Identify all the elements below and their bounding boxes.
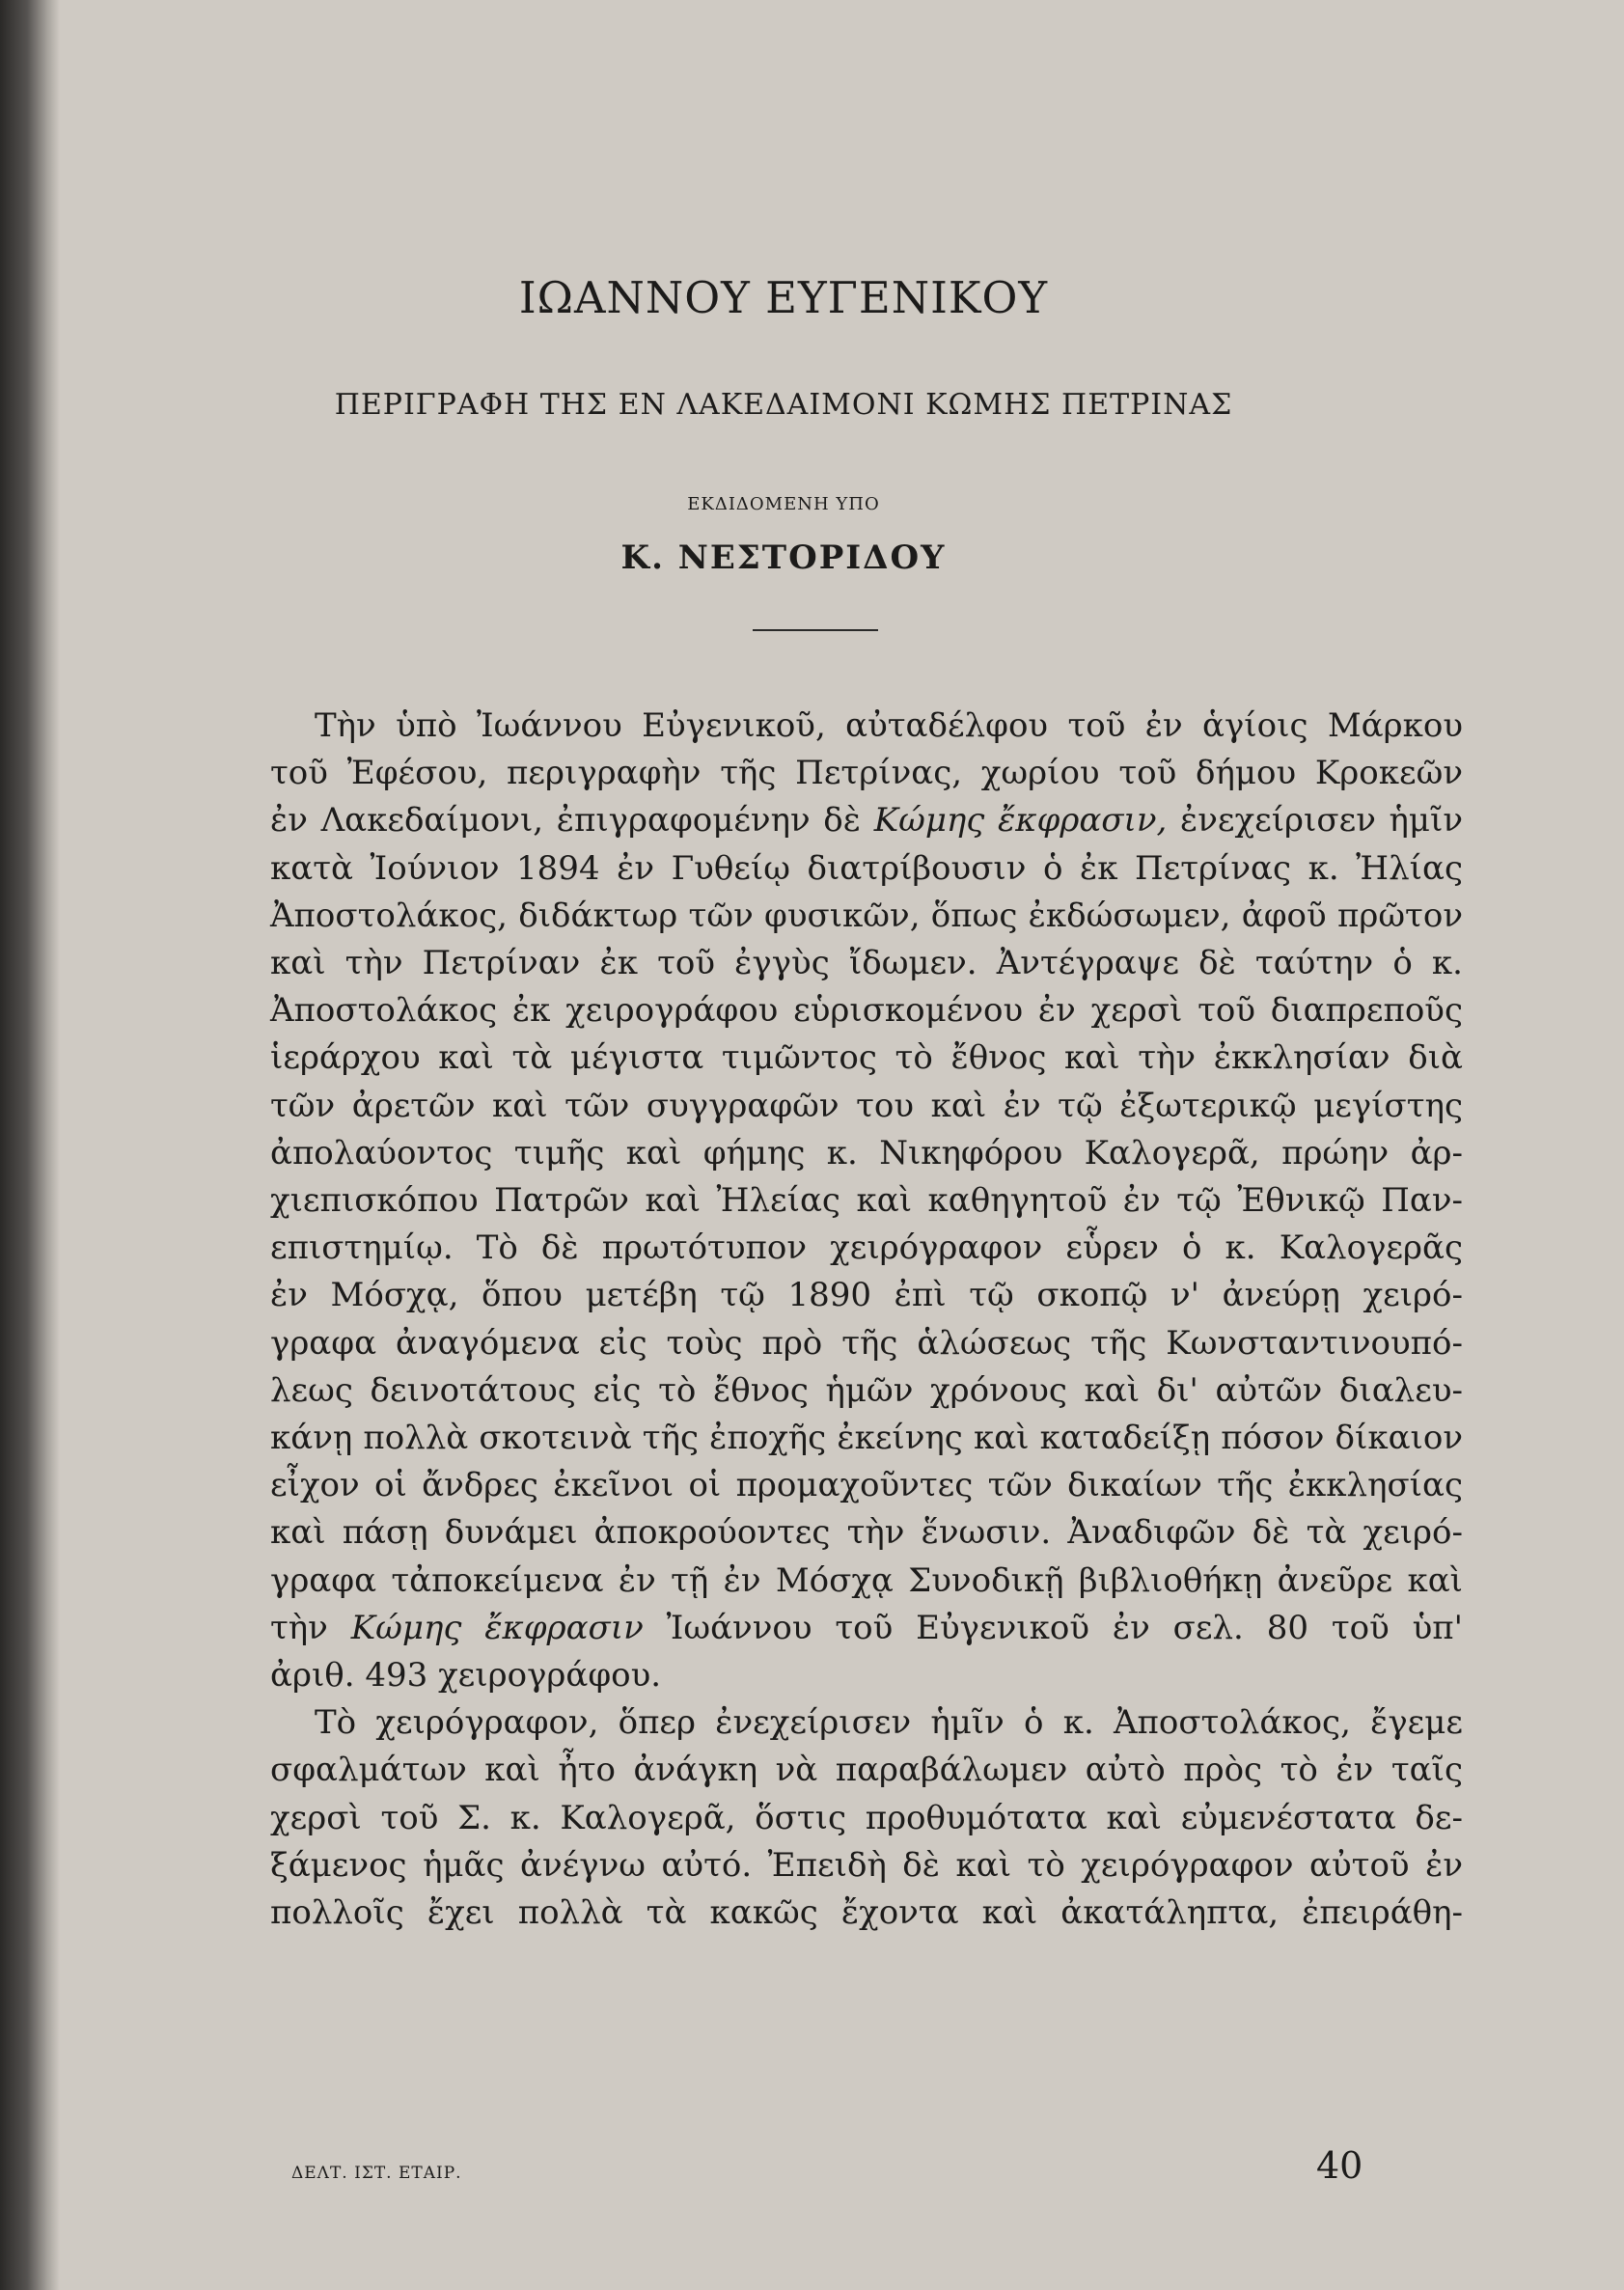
text-line: Ἀποστολάκος, διδάκτωρ τῶν φυσικῶν, ὅπως ἐκδώσωμεν, ἀφοῦ πρῶτον [270,896,1463,935]
text-line: Ἀποστολάκος ἐκ χειρογράφου εὑρισκομένου ἐν χερσὶ τοῦ διαπρεποῦς [270,991,1463,1031]
text-line: χιεπισκόπου Πατρῶν καὶ Ἠλείας καὶ καθηγητοῦ ἐν τῷ Ἐθνικῷ Παν- [270,1181,1463,1221]
text-segment: ἐνεχείρισεν ἡμῖν [1179,801,1463,841]
text-line: εἶχον οἱ ἄνδρες ἐκεῖνοι οἱ προμαχοῦντες τῶν δικαίων τῆς ἐκκλησίας [270,1466,1463,1505]
text-line: ἀπολαύοντος τιμῆς καὶ φήμης κ. Νικηφόρου Καλογερᾶ, πρώην ἀρ- [270,1133,1463,1173]
text-line: κατὰ Ἰούνιον 1894 ἐν Γυθείῳ διατρίβουσιν ὁ ἐκ Πετρίνας κ. Ἠλίας [270,848,1463,888]
body-text [270,703,1463,1937]
text-line: τῶν ἀρετῶν καὶ τῶν συγγραφῶν του καὶ ἐν τῷ ἐξωτερικῷ μεγίστης [270,1086,1463,1125]
text-segment: τὴν [270,1608,328,1647]
text-line: πολλοῖς ἔχει πολλὰ τὰ κακῶς ἔχοντα καὶ ἀκατάληπτα, ἐπειράθη- [270,1893,1463,1933]
italic-title: Κώμης ἔκφρασιν, [873,801,1168,841]
page-subtitle: ΠΕΡΙΓΡΑΦΗ ΤΗΣ ΕΝ ΛΑΚΕΔΑΙΜΟΝΙ ΚΩΜΗΣ ΠΕΤΡΙΝΑΣ [334,388,1233,422]
text-line: κάνῃ πολλὰ σκοτεινὰ τῆς ἐποχῆς ἐκείνης καὶ καταδείξῃ πόσον δίκαιον [270,1419,1463,1458]
italic-title: Κώμης ἔκφρασιν [350,1608,644,1647]
journal-abbreviation: ΔΕΛΤ. ΙΣΤ. ΕΤΑΙΡ. [291,2164,462,2183]
text-line: γραφα ἀναγόμενα εἰς τοὺς πρὸ τῆς ἁλώσεως τῆς Κωνσταντινουπό- [270,1323,1463,1363]
text-line: Τὸ χειρόγραφον, ὅπερ ἐνεχείρισεν ἡμῖν ὁ κ. Ἀποστολάκος, ἔγεμε [315,1703,1463,1743]
editor-name: Κ. ΝΕΣΤΟΡΙΔΟΥ [620,538,947,577]
text-line: χερσὶ τοῦ Σ. κ. Καλογερᾶ, ὅστις προθυμότατα καὶ εὐμενέστατα δε- [270,1798,1463,1837]
text-line: ἀριθ. 493 χειρογράφου. [270,1656,662,1696]
title-divider [753,629,878,631]
text-line: καὶ πάσῃ δυνάμει ἀποκρούοντες τὴν ἕνωσιν. Ἀναδιφῶν δὲ τὰ χειρό- [270,1513,1463,1553]
text-segment: Ἰωάννου τοῦ Εὐγενικοῦ ἐν σελ. 80 τοῦ ὑπ' [666,1608,1463,1647]
text-line: γραφα τἀποκείμενα ἐν τῇ ἐν Μόσχᾳ Συνοδικῇ βιβλιοθήκῃ ἀνεῦρε καὶ [270,1560,1463,1600]
text-line: καὶ τὴν Πετρίναν ἐκ τοῦ ἐγγὺς ἴδωμεν. Ἀντέγραψε δὲ ταύτην ὁ κ. [270,944,1463,983]
text-line: λεως δεινοτάτους εἰς τὸ ἔθνος ἡμῶν χρόνους καὶ δι' αὐτῶν διαλευ- [270,1370,1463,1410]
text-line: σφαλμάτων καὶ ἦτο ἀνάγκη νὰ παραβάλωμεν αὐτὸ πρὸς τὸ ἐν ταῖς [270,1751,1463,1790]
text-segment: ἐν Λακεδαίμονι, ἐπιγραφομένην δὲ [270,801,862,841]
text-line [270,797,1463,844]
text-line: ἱεράρχου καὶ τὰ μέγιστα τιμῶντος τὸ ἔθνος καὶ τὴν ἐκκλησίαν διὰ [270,1038,1463,1078]
text-line: Τὴν ὑπὸ Ἰωάννου Εὐγενικοῦ, αὐταδέλφου τοῦ ἐν ἁγίοις Μάρκου [315,706,1463,745]
text-line: επιστημίῳ. Τὸ δὲ πρωτότυπον χειρόγραφον εὗρεν ὁ κ. Καλογερᾶς [270,1228,1463,1268]
edited-by-label: ΕΚΔΙΔΟΜΕΝΗ ΥΠΟ [687,494,880,514]
document-page [60,0,1624,2290]
page-title: ΙΩΑΝΝΟΥ ΕΥΓΕΝΙΚΟΥ [518,272,1049,323]
text-line: τοῦ Ἐφέσου, περιγραφὴν τῆς Πετρίνας, χωρίου τοῦ δήμου Κροκεῶν [270,754,1463,793]
text-line: ξάμενος ἡμᾶς ἀνέγνω αὐτό. Ἐπειδὴ δὲ καὶ τὸ χειρόγραφον αὐτοῦ ἐν [270,1845,1463,1885]
text-line: ἐν Μόσχᾳ, ὅπου μετέβη τῷ 1890 ἐπὶ τῷ σκοπῷ ν' ἀνεύρῃ χειρό- [270,1276,1463,1315]
text-line [270,1605,1463,1652]
page-gutter-shadow [0,0,60,2290]
page-number: 40 [1316,2144,1363,2187]
